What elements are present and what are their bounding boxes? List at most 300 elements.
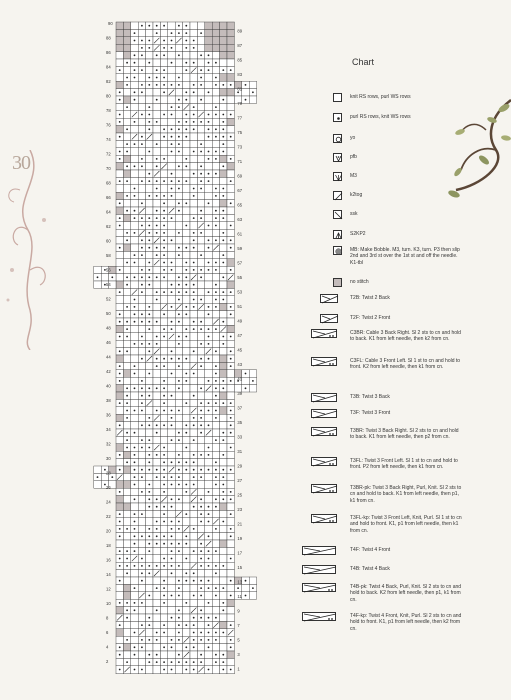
purl-dot [230,306,232,308]
purl-dot [134,262,136,264]
row-label-right: 51 [237,303,243,309]
legend-item-label: T3BR: Twist 3 Back Right. Sl 2 sts to cn and hold to back. K1 from left needle, then p2 from cn. [350,428,459,441]
purl-dot [134,521,136,523]
purl-dot [171,239,173,241]
chart-cell [123,66,130,73]
purl-dot [178,365,180,367]
purl-dot [171,639,173,641]
chart-cell [212,333,219,340]
purl-dot [215,506,217,508]
chart-cell [116,81,123,88]
purl-dot [148,373,150,375]
chart-cell [116,281,123,288]
chart-cell [168,651,175,658]
purl-dot [156,358,158,360]
chart-cell [160,318,167,325]
row-label-right: 37 [237,405,243,411]
chart-cell [116,207,123,214]
chart-cell [116,192,123,199]
purl-dot [119,602,121,604]
chart-cell [123,422,130,429]
purl-dot [230,402,232,404]
purl-dot [134,454,136,456]
chart-cell [183,496,190,503]
chart-cell [123,577,130,584]
purl-dot [141,84,143,86]
purl-dot [178,188,180,190]
purl-dot [200,180,202,182]
chart-cell [212,451,219,458]
purl-dot [163,269,165,271]
purl-dot [134,669,136,671]
chart-cell [190,29,197,36]
row-label-top: 90 [108,21,113,26]
chart-cell [175,673,182,674]
row-label-right: 65 [237,202,243,208]
purl-dot [126,276,128,278]
legend-item-label: T4F-kp: Twist 4 Front, Knit, Purl. Sl 2 sts to cn and hold to front. K1, p1 from left needle, then k2 from cn. [350,613,462,632]
chart-cell [220,414,227,421]
chart-cell [227,192,234,199]
purl-dot [126,180,128,182]
purl-dot [185,136,187,138]
chart-cell [116,540,123,547]
purl-dot [200,558,202,560]
purl-dot [171,128,173,130]
chart-cell [116,303,123,310]
purl-dot [126,609,128,611]
purl-dot [193,580,195,582]
purl-dot [193,669,195,671]
chart-cell [153,59,160,66]
chart-cell [183,74,190,81]
chart-cell [116,414,123,421]
purl-dot [215,380,217,382]
purl-dot [134,565,136,567]
chart-cell [220,89,227,96]
legend-item-label: T3FL: Twist 3 Front Left. Sl 1 st to cn and hold to front. P2 from left needle, then k1 from cn. [350,458,458,471]
purl-dot [215,469,217,471]
chart-cell [220,74,227,81]
chart-cell [160,148,167,155]
purl-dot [171,661,173,663]
purl-dot [200,587,202,589]
purl-dot [148,565,150,567]
chart-cell [138,459,145,466]
purl-dot [134,410,136,412]
row-label-right: 87 [237,42,243,48]
row-label-left: 74 [106,137,111,143]
chart-cell [123,288,130,295]
purl-dot [185,558,187,560]
chart-cell [138,170,145,177]
chart-cell [160,29,167,36]
chart-cell [183,385,190,392]
chart-cell [123,370,130,377]
purl-dot [215,291,217,293]
purl-dot [178,358,180,360]
chart-cell [205,651,212,658]
purl-dot [141,40,143,42]
purl-dot [171,595,173,597]
purl-dot [222,387,224,389]
purl-dot [193,217,195,219]
purl-dot [245,99,247,101]
purl-dot [208,247,210,249]
purl-dot [119,247,121,249]
purl-dot [156,291,158,293]
purl-dot [230,136,232,138]
chart-cell [131,126,138,133]
chart-cell [116,44,123,51]
purl-dot [215,328,217,330]
purl-dot [148,417,150,419]
row-label-right: 77 [237,115,243,121]
purl-dot [148,47,150,49]
chart-cell [190,355,197,362]
t4b-symbol [302,565,336,574]
purl-dot [134,550,136,552]
chart-cell [212,607,219,614]
row-label-right: 89 [237,28,243,34]
purl-dot [222,602,224,604]
chart-cell [183,547,190,554]
chart-cell [220,621,227,628]
chart-cell [220,510,227,517]
purl-dot [163,424,165,426]
chart-cell [123,311,130,318]
chart-cell [212,340,219,347]
chart-cell [227,259,234,266]
chart-cell [116,103,123,110]
row-label-left: 10 [106,601,111,607]
purl-dot [126,321,128,323]
purl-dot [185,373,187,375]
purl-dot [178,299,180,301]
purl-dot [171,350,173,352]
purl-dot [193,232,195,234]
purl-dot [148,306,150,308]
chart-cell [190,599,197,606]
purl-dot [178,54,180,56]
purl-dot [163,195,165,197]
purl-dot [208,358,210,360]
chart-cell [205,96,212,103]
purl-dot [163,387,165,389]
purl-dot [185,114,187,116]
chart-cell [123,362,130,369]
chart-cell [190,510,197,517]
chart-cell [123,592,130,599]
purl-dot [200,632,202,634]
row-label-right: 1 [237,666,240,672]
purl-dot [163,454,165,456]
purl-dot [141,380,143,382]
purl-dot [215,136,217,138]
blank-symbol [333,93,342,102]
chart-cell [205,214,212,221]
chart-cell [205,44,212,51]
purl-dot [245,595,247,597]
purl-dot [134,210,136,212]
row-label-right: 17 [237,550,243,556]
purl-dot [215,395,217,397]
chart-cell [168,621,175,628]
purl-dot [141,291,143,293]
purl-dot [148,247,150,249]
purl-dot [215,476,217,478]
purl-dot [141,402,143,404]
purl-dot [185,624,187,626]
chart-cell [197,59,204,66]
purl-dot [230,269,232,271]
legend-item-label: S2KP2 [350,231,366,237]
purl-dot [141,424,143,426]
purl-dot [126,661,128,663]
purl-dot [215,654,217,656]
purl-dot [156,424,158,426]
row-label-right: 85 [237,57,243,63]
purl-dot [222,195,224,197]
chart-cell [168,399,175,406]
chart-cell [131,355,138,362]
chart-cell [153,459,160,466]
chart-cell [227,599,234,606]
chart-cell [168,118,175,125]
chart-cell [138,348,145,355]
purl-dot [230,313,232,315]
bulge-cell [242,584,249,591]
chart-cell [220,503,227,510]
chart-cell [190,533,197,540]
purl-dot [208,62,210,64]
purl-dot [215,498,217,500]
purl-dot [215,299,217,301]
row-label-left: 62 [106,224,111,230]
purl-dot [156,469,158,471]
purl-dot [222,84,224,86]
purl-dot [200,506,202,508]
purl-dot [126,395,128,397]
purl-dot [163,225,165,227]
purl-dot [119,424,121,426]
chart-cell [168,274,175,281]
chart-cell [227,74,234,81]
purl-dot [171,180,173,182]
chart-cell [123,37,130,44]
chart-cell [227,370,234,377]
purl-dot [126,350,128,352]
chart-cell [138,74,145,81]
chart-cell [116,496,123,503]
purl-dot [230,69,232,71]
chart-cell [190,140,197,147]
chart-cell [138,126,145,133]
chart-cell [220,103,227,110]
purl-dot [141,254,143,256]
chart-cell [220,222,227,229]
purl-dot [215,77,217,79]
row-label-left: 68 [106,180,111,186]
purl-dot [193,661,195,663]
purl-dot [119,365,121,367]
purl-dot [126,447,128,449]
purl-dot [148,106,150,108]
chart-cell [183,451,190,458]
chart-cell [227,229,234,236]
bulge-cell [249,577,256,584]
chart-cell [168,229,175,236]
chart-cell [116,592,123,599]
grey-symbol [333,278,342,287]
chart-cell [227,281,234,288]
chart-cell [190,399,197,406]
purl-dot [230,350,232,352]
chart-cell [197,126,204,133]
purl-dot [200,432,202,434]
purl-dot [134,121,136,123]
purl-dot [222,299,224,301]
chart-cell [212,540,219,547]
purl-dot [215,595,217,597]
chart-cell [197,244,204,251]
purl-dot [156,587,158,589]
chart-cell [138,362,145,369]
purl-dot [148,617,150,619]
t3fl-symbol [311,457,337,466]
purl-dot [222,210,224,212]
chart-cell [175,259,182,266]
purl-dot [222,121,224,123]
purl-dot [148,25,150,27]
purl-dot [148,454,150,456]
purl-dot [193,469,195,471]
purl-dot [215,565,217,567]
chart-cell [153,303,160,310]
chart-cell [183,214,190,221]
chart-cell [123,266,130,273]
purl-dot [178,136,180,138]
chart-cell [146,362,153,369]
purl-dot [230,291,232,293]
row-label-right: 81 [237,86,243,92]
bulge-cell [101,274,108,281]
purl-dot [178,624,180,626]
chart-cell [205,459,212,466]
row-label-left: 20 [106,528,111,534]
chart-cell [190,200,197,207]
purl-dot [215,195,217,197]
chart-cell [197,281,204,288]
chart-cell [146,288,153,295]
row-label-left: 42 [106,369,111,375]
chart-cell [153,510,160,517]
purl-dot [148,595,150,597]
purl-dot [215,106,217,108]
chart-cell [123,118,130,125]
purl-dot [134,321,136,323]
chart-cell [197,436,204,443]
row-label-left: 4 [106,644,109,650]
purl-dot [193,91,195,93]
chart-cell [138,96,145,103]
chart-cell [123,340,130,347]
chart-cell [212,510,219,517]
purl-dot [185,269,187,271]
purl-dot [97,476,99,478]
chart-cell [183,614,190,621]
purl-dot [163,84,165,86]
purl-dot [134,632,136,634]
chart-cell [212,422,219,429]
purl-dot [134,654,136,656]
purl-dot [200,595,202,597]
purl-dot [200,69,202,71]
chart-cell [123,481,130,488]
purl-dot [148,550,150,552]
chart-cell [123,89,130,96]
purl-dot [119,69,121,71]
chart-cell [123,244,130,251]
chart-cell [227,148,234,155]
purl-dot [141,284,143,286]
chart-cell [146,473,153,480]
purl-dot [163,558,165,560]
chart-cell [183,362,190,369]
purl-dot [163,91,165,93]
purl-dot [111,276,113,278]
row-label-right: 11 [237,593,242,599]
purl-dot [215,225,217,227]
purl-dot [163,217,165,219]
chart-cell [205,525,212,532]
purl-dot [134,276,136,278]
purl-dot [200,454,202,456]
chart-cell [227,207,234,214]
purl-dot [193,572,195,574]
row-label-right: 39 [237,390,243,396]
purl-dot [208,491,210,493]
chart-cell [146,518,153,525]
chart-cell [212,52,219,59]
purl-dot [141,395,143,397]
purl-dot [156,498,158,500]
purl-dot [185,358,187,360]
purl-dot [163,513,165,515]
chart-cell [175,237,182,244]
purl-dot [193,476,195,478]
chart-cell [175,644,182,651]
arrow-up-symbol [333,230,342,239]
legend-item-label: yo [350,135,356,141]
purl-dot [148,262,150,264]
purl-dot [193,373,195,375]
purl-dot [171,669,173,671]
purl-dot [222,114,224,116]
chart-cell [212,673,219,674]
purl-dot [148,40,150,42]
legend-item-label: T4B: Twist 4 Back [350,566,390,572]
purl-dot [208,506,210,508]
purl-dot [200,543,202,545]
purl-dot [126,284,128,286]
purl-dot [148,461,150,463]
chart-cell [153,614,160,621]
purl-dot [141,276,143,278]
purl-dot [215,262,217,264]
chart-cell [160,281,167,288]
legend-item-label: T3BR-pk: Twist 3 Back Right, Purl, Knit. Sl 2 sts to cn and hold to back. K1 from left needle, then p1, k1 from cn. [350,485,462,504]
